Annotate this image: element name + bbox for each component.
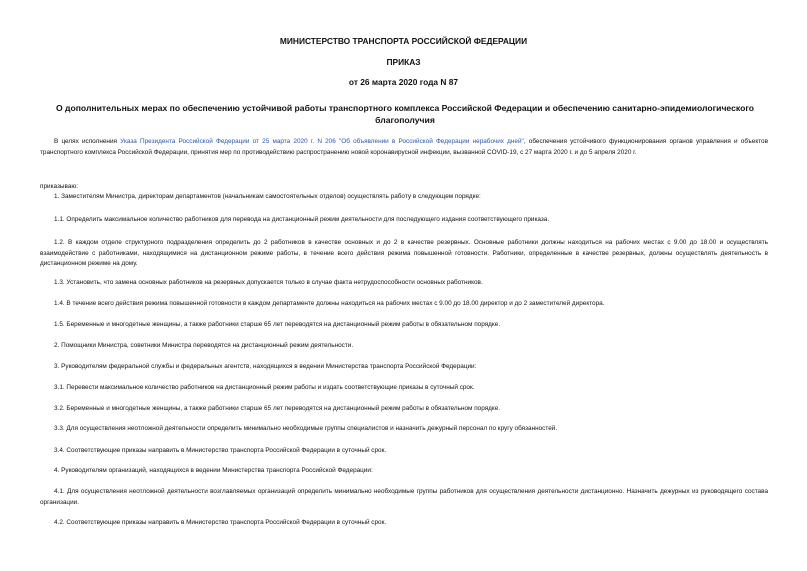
- item-3: 3. Руководителям федеральной службы и федеральных агентств, находящихся в ведении Министерства транспорта Российской Федерации:: [54, 363, 477, 370]
- item-1-2: 1.2. В каждом отделе структурного подразделения определить до 2 работников в качестве основных и до 2 в качестве резервных. Основные работники должны находиться на рабочих местах с 9.00 до 18.00 и осуществлять взаимодействие с работниками, находящимися на дистанционном режиме работы, в течение всего действия режима повышенной готовности. Работники, определенные в качестве резервных, должны осуществлять деятельность в дистанционном режиме на дому.: [40, 239, 768, 268]
- preamble-rest: , обеспечения устойчивого функционирования органов управления и объектов транспортного комплекса Российской Федерации, принятия мер по противодействию распространению новой коронавирусной инфекции, вызванной COVID-19, с 27 марта 2020 г. и до 5 апреля 2020 г.: [40, 138, 768, 156]
- item-1-1: 1.1. Определить максимальное количество работников для перевода на дистанционный режим деятельности для последующего издания соответствующего приказа.: [54, 216, 550, 223]
- item-4: 4. Руководителям организаций, находящихся в ведении Министерства транспорта Российской Федерации:: [54, 467, 373, 474]
- item-3-4: 3.4. Соответствующие приказы направить в Министерство транспорта Российской Федерации в суточный срок.: [54, 447, 387, 454]
- preamble-prefix: В целях исполнения: [54, 138, 121, 145]
- item-1-3: 1.3. Установить, что замена основных работников на резервных допускается только в случае факта нетрудоспособности основных работников.: [54, 279, 483, 286]
- item-3-2: 3.2. Беременные и многодетные женщины, а также работники старше 65 лет переводятся на дистанционный режим работы в обязательном порядке.: [54, 405, 501, 412]
- item-1-4: 1.4. В течение всего действия режима повышенной готовности в каждом департаменте должны находиться на рабочих местах с 9.00 до 18.00 директор и до 2 заместителей директора.: [54, 300, 605, 307]
- decree-link[interactable]: Указа Президента Российской Федерации от 25 марта 2020 г. N 206 "Об объявлении в Российской Федерации нерабочих дней": [120, 138, 524, 145]
- order-date-number: от 26 марта 2020 года N 87: [348, 77, 459, 87]
- item-1-5: 1.5. Беременные и многодетные женщины, а также работники старше 65 лет переводятся на дистанционный режим работы в обязательном порядке.: [54, 321, 501, 328]
- order-type-heading: ПРИКАЗ: [386, 57, 421, 67]
- item-2: 2. Помощники Министра, советники Министра переводятся на дистанционный режим деятельности.: [54, 342, 354, 349]
- order-word: приказываю:: [40, 183, 78, 190]
- ministry-heading: МИНИСТЕРСТВО ТРАНСПОРТА РОССИЙСКОЙ ФЕДЕРАЦИИ: [279, 36, 528, 46]
- preamble-paragraph: [40, 137, 768, 158]
- item-4-1: 4.1. Для осуществления неотложной деятельности возглавляемых организаций определить минимально необходимые группы работников для осуществления деятельности дистанционно. Назначить дежурных из руководящего состава организации.: [40, 488, 768, 506]
- item-3-3: 3.3. Для осуществления неотложной деятельности определить минимально необходимые группы специалистов и назначить дежурный персонал по кругу обязанностей.: [54, 425, 558, 432]
- order-title: О дополнительных мерах по обеспечению устойчивой работы транспортного комплекса Российской Федерации и обеспечению санитарно-эпидемиологического благополучия: [55, 103, 755, 125]
- item-4-2: 4.2. Соответствующие приказы направить в Министерство транспорта Российской Федерации в суточный срок.: [54, 519, 387, 526]
- item-3-1: 3.1. Перевести максимальное количество работников на дистанционный режим работы и издать соответствующие приказы в суточный срок.: [54, 384, 475, 391]
- item-1: 1. Заместителям Министра, директорам департаментов (начальникам самостоятельных отделов) осуществлять работу в следующем порядке:: [54, 193, 481, 200]
